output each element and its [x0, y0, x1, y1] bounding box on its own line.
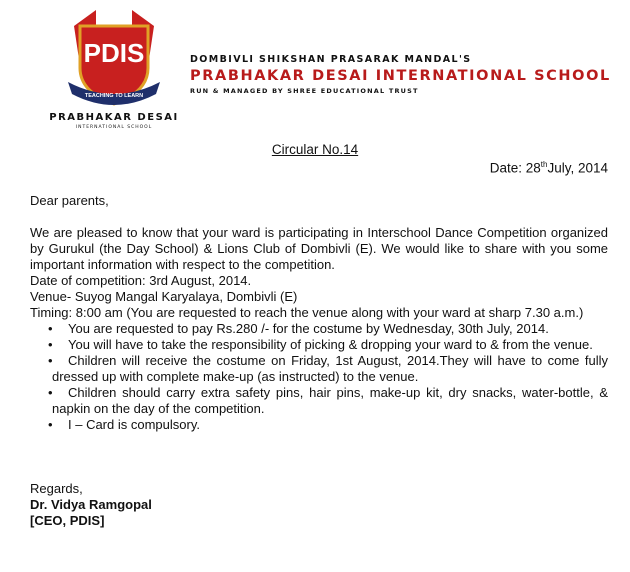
signatory-title: [CEO, PDIS] [30, 513, 105, 528]
list-item [30, 417, 608, 433]
list-item [30, 353, 608, 385]
date-sup: th [540, 160, 548, 169]
logo-caption: PRABHAKAR DESAI [49, 112, 179, 123]
intro-paragraph: We are pleased to know that your ward is participating in Interschool Dance Competition organized by Gurukul (the Day School) & Lions Club of Dombivli (E). We would like to share with you some important information with respect to the competition. [30, 225, 608, 272]
logo-caption-small: INTERNATIONAL SCHOOL [75, 125, 153, 130]
list-item-text: Children should carry extra safety pins, hair pins, make-up kit, dry snacks, water-bottle, & napkin on the day of the competition. [52, 385, 608, 416]
list-item-text: You are requested to pay Rs.280 /- for the costume by Wednesday, 30th July, 2014. [68, 321, 549, 336]
competition-date: Date of competition: 3rd August, 2014. [30, 273, 252, 288]
bullet: • [48, 337, 53, 352]
list-item-text: Children will receive the costume on Friday, 1st August, 2014.They will have to come fully dressed up with complete make-up (as instructed) to the venue. [52, 353, 608, 384]
list-item-text: You will have to take the responsibility of picking & dropping your ward to & from the venue. [68, 337, 593, 352]
closing: Regards, [30, 481, 83, 496]
bullet: • [48, 417, 53, 432]
letter-body [30, 193, 608, 529]
logo-ribbon-text: TEACHING TO LEARN [84, 93, 144, 99]
circular-title: Circular No.14 [271, 142, 359, 157]
date-prefix: Date: 28 [489, 160, 541, 176]
list-item [30, 385, 608, 417]
managed-by: RUN & MANAGED BY SHREE EDUCATIONAL TRUST [190, 87, 419, 95]
school-header [190, 54, 620, 95]
circular-date [490, 160, 608, 176]
bullet: • [48, 353, 53, 368]
timing: Timing: 8:00 am (You are requested to reach the venue along with your ward at sharp 7.30 a.m.) [30, 305, 584, 320]
salutation: Dear parents, [30, 193, 109, 208]
bullet: • [48, 385, 53, 400]
instruction-list [30, 321, 608, 433]
venue: Venue- Suyog Mangal Karyalaya, Dombivli (E) [30, 289, 298, 304]
school-logo [44, 6, 184, 130]
list-item [30, 321, 608, 337]
date-suffix: July, 2014 [547, 160, 608, 176]
signatory-name: Dr. Vidya Ramgopal [30, 497, 152, 512]
trust-name: DOMBIVLI SHIKSHAN PRASARAK MANDAL'S [190, 54, 472, 65]
list-item-text: I – Card is compulsory. [68, 417, 200, 432]
school-name: PRABHAKAR DESAI INTERNATIONAL SCHOOL [190, 68, 611, 84]
logo-text: PDIS [83, 38, 145, 68]
bullet: • [48, 321, 53, 336]
list-item [30, 337, 608, 353]
